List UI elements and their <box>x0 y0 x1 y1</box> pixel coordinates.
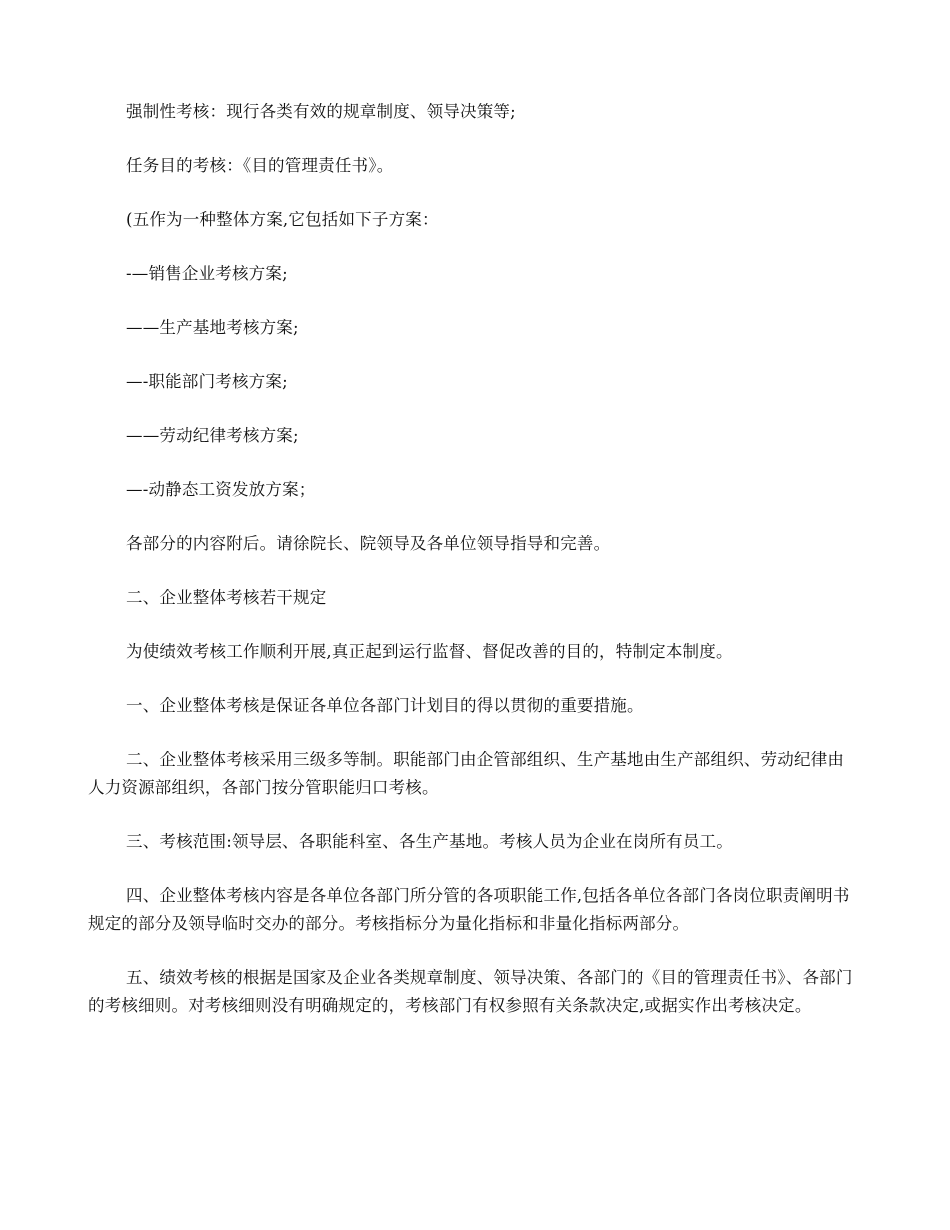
clause-two: 二、企业整体考核采用三级多等制。职能部门由企管部组织、生产基地由生产部组织、劳动纪律由人力资源部组织，各部门按分管职能归口考核。 <box>88 750 845 797</box>
clause-four: 四、企业整体考核内容是各单位各部门所分管的各项职能工作,包括各单位各部门各岗位职责阐明书规定的部分及领导临时交办的部分。考核指标分为量化指标和非量化指标两部分。 <box>88 886 850 933</box>
list-item-labor-discipline-plan: ——劳动纪律考核方案; <box>126 426 299 445</box>
paragraph-task-assessment: 任务目的考核：《目的管理责任书》。 <box>126 156 394 175</box>
paragraph-appendix-note: 各部分的内容附后。请徐院长、院领导及各单位领导指导和完善。 <box>126 534 611 553</box>
paragraph-purpose: 为使绩效考核工作顺利开展,真正起到运行监督、督促改善的目的，特制定本制度。 <box>126 642 733 661</box>
paragraph-mandatory-assessment: 强制性考核：现行各类有效的规章制度、领导决策等; <box>126 102 516 121</box>
paragraph-sub-plans-intro: (五作为一种整体方案,它包括如下子方案： <box>126 210 439 229</box>
clause-three: 三、考核范围:领导层、各职能科室、各生产基地。考核人员为企业在岗所有员工。 <box>126 832 733 851</box>
clause-five: 五、绩效考核的根据是国家及企业各类规章制度、领导决策、各部门的《目的管理责任书》、各部门的考核细则。对考核细则没有明确规定的，考核部门有权参照有关条款决定,或据实作出考核决定。 <box>88 968 853 1015</box>
list-item-production-plan: ——生产基地考核方案; <box>126 318 299 337</box>
list-item-sales-plan: -—销售企业考核方案; <box>126 264 288 283</box>
document-body <box>88 98 860 1020</box>
list-item-functional-dept-plan: —-职能部门考核方案; <box>126 372 288 391</box>
clause-one: 一、企业整体考核是保证各单位各部门计划目的得以贯彻的重要措施。 <box>126 696 644 715</box>
list-item-wage-plan: —-动静态工资发放方案； <box>126 480 316 499</box>
section-heading: 二、企业整体考核若干规定 <box>126 588 327 607</box>
